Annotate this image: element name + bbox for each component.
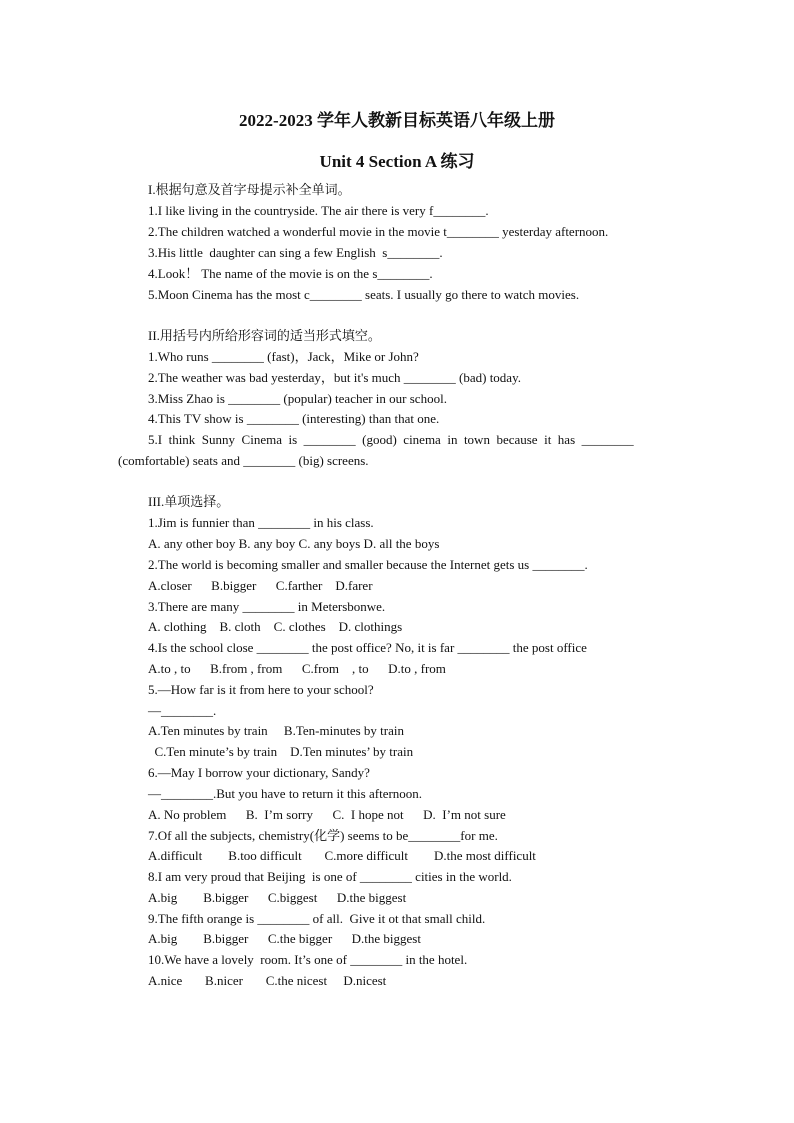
question-line: 6.—May I borrow your dictionary, Sandy? (148, 765, 370, 780)
question-line: —________.But you have to return it this afternoon. (148, 786, 423, 801)
question-line: 3.His little daughter can sing a few English s________. (148, 245, 443, 260)
question-line: 4.Look！ The name of the movie is on the s________. (148, 266, 433, 281)
question-line: —________. (148, 703, 217, 718)
question-line: 8.I am very proud that Beijing is one of ________ cities in the world. (148, 869, 512, 884)
answer-options: A.closer B.bigger C.farther D.farer (148, 578, 373, 593)
question-line: 2.The world is becoming smaller and smaller because the Internet gets us ________. (148, 557, 588, 572)
question-line: 5.—How far is it from here to your school? (148, 682, 374, 697)
answer-options: A.to , to B.from , from C.from , to D.to , from (148, 661, 446, 676)
question-line-continuation: (comfortable) seats and ________ (big) screens. (118, 453, 369, 468)
question-line: 5.Moon Cinema has the most c________ seats. I usually go there to watch movies. (148, 287, 580, 302)
question-line: 10.We have a lovely room. It’s one of ________ in the hotel. (148, 952, 468, 967)
answer-options: A. any other boy B. any boy C. any boys D. all the boys (148, 536, 440, 551)
question-line: 4.This TV show is ________ (interesting) than that one. (148, 411, 440, 426)
section-heading: I.根据句意及首字母提示补全单词。 (148, 182, 351, 197)
answer-options: A.Ten minutes by train B.Ten-minutes by train (148, 723, 404, 738)
document-title: 2022-2023 学年人教新目标英语八年级上册 (239, 111, 555, 130)
question-line: 1.Who runs ________ (fast)，Jack，Mike or John? (148, 349, 419, 364)
question-line: 2.The weather was bad yesterday，but it's much ________ (bad) today. (148, 370, 521, 385)
question-line: 3.There are many ________ in Metersbonwe. (148, 599, 386, 614)
question-line: 1.Jim is funnier than ________ in his class. (148, 515, 374, 530)
question-line: 3.Miss Zhao is ________ (popular) teacher in our school. (148, 391, 447, 406)
answer-options: A.big B.bigger C.the bigger D.the biggest (148, 931, 421, 946)
document-subtitle: Unit 4 Section A 练习 (319, 152, 475, 171)
answer-options: A. clothing B. cloth C. clothes D. clothings (148, 619, 403, 634)
answer-options: A.nice B.nicer C.the nicest D.nicest (148, 973, 387, 988)
question-line: 2.The children watched a wonderful movie in the movie t________ yesterday afternoon. (148, 224, 609, 239)
question-line: 7.Of all the subjects, chemistry(化学) seems to be________for me. (148, 828, 498, 843)
answer-options: A. No problem B. I’m sorry C. I hope not D. I’m not sure (148, 807, 506, 822)
section-heading: III.单项选择。 (148, 494, 230, 509)
answer-options: A.big B.bigger C.biggest D.the biggest (148, 890, 407, 905)
question-line: 4.Is the school close ________ the post office? No, it is far ________ the post office (148, 640, 587, 655)
question-line: 5.I think Sunny Cinema is ________ (good) cinema in town because it has ________ (148, 432, 634, 447)
question-line: 1.I like living in the countryside. The air there is very f________. (148, 203, 489, 218)
section-heading: II.用括号内所给形容词的适当形式填空。 (148, 328, 381, 343)
answer-options: C.Ten minute’s by train D.Ten minutes’ by train (148, 744, 414, 759)
answer-options: A.difficult B.too difficult C.more difficult D.the most difficult (148, 848, 536, 863)
question-line: 9.The fifth orange is ________ of all. Give it ot that small child. (148, 911, 486, 926)
